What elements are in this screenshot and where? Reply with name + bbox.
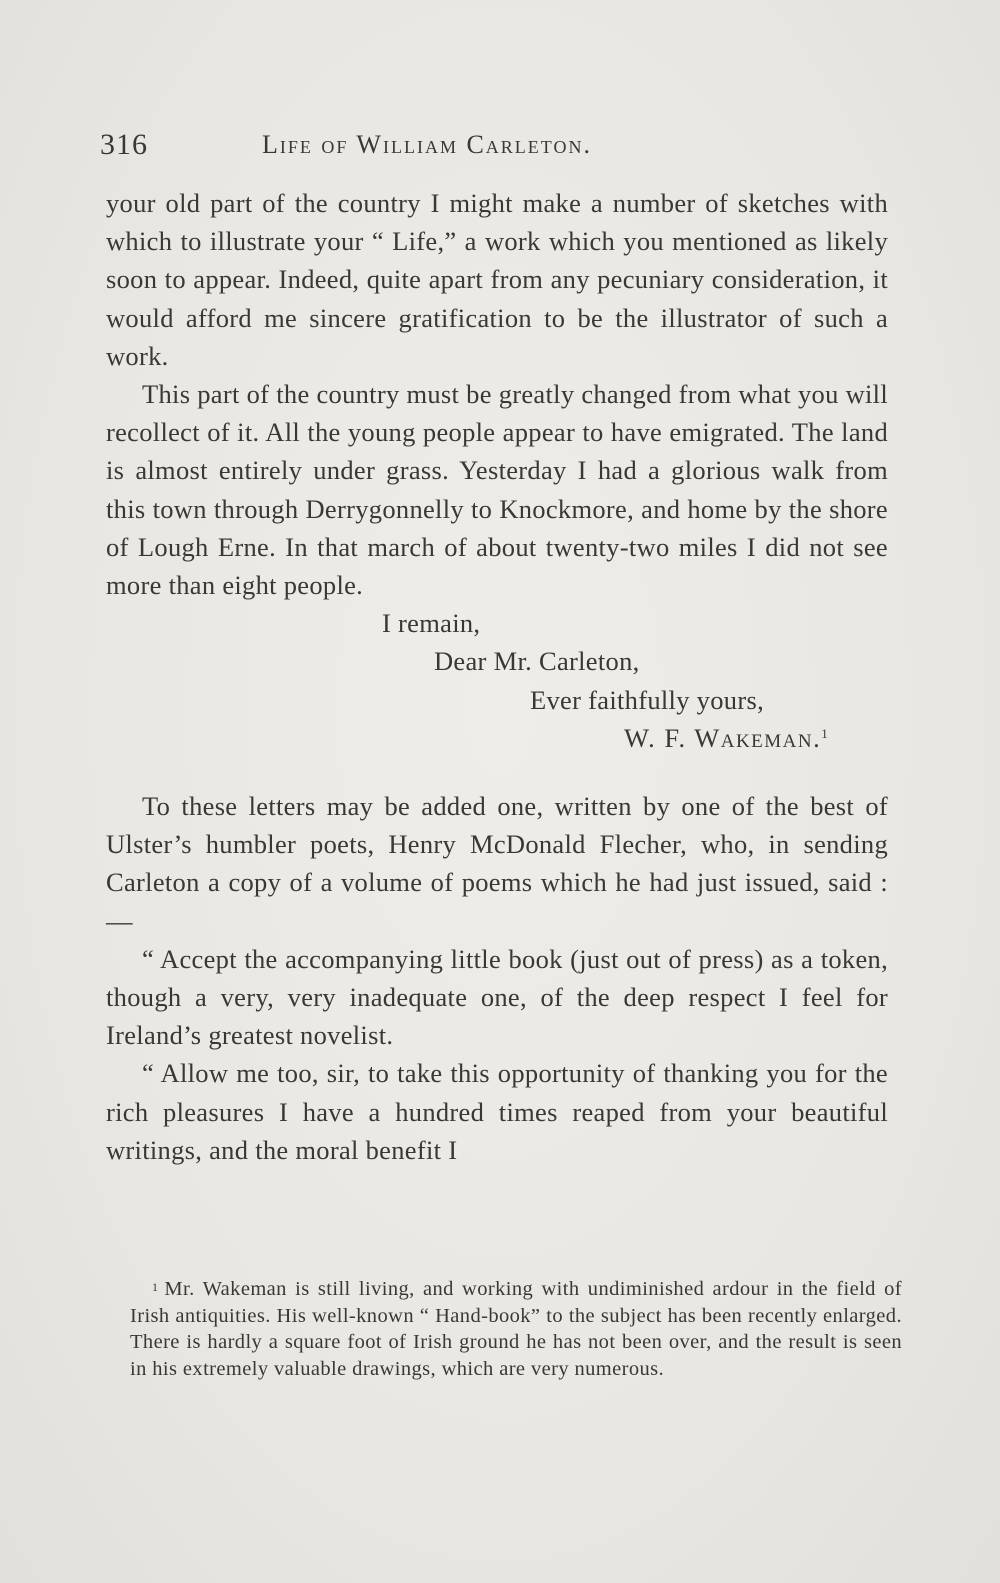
closing-valediction: Ever faithfully yours, <box>530 684 764 715</box>
signature: W. F. Wakeman. <box>624 722 822 753</box>
paragraph-accept: “ Accept the accompanying little book (just out of press) as a token, though a very, very inadequate one, of the deep respect I feel for Ireland’s greatest novelist. <box>106 943 888 1051</box>
letter-closing <box>106 604 888 757</box>
running-head <box>100 128 900 168</box>
paragraph-allow: “ Allow me too, sir, to take this opportunity of thanking you for the rich pleasures I have a hundred times reaped from your beautiful writings, and the moral benefit I <box>106 1058 888 1165</box>
closing-signature-line <box>106 719 888 757</box>
section-gap <box>106 757 888 787</box>
footnote-text: Mr. Wakeman is still living, and working with undiminished ardour in the field of Irish antiquities. His well-known “ Hand-book” to the subject has been recently enlarged. There is hardly a square foot of Irish ground he has not been over, and the result is seen in his extremely valuable drawings, which are very numerous. <box>130 1278 902 1380</box>
closing-remain: I remain, <box>382 608 481 639</box>
footnote-marker: 1 <box>152 1280 159 1294</box>
main-text <box>106 184 888 1169</box>
paragraph-continued: your old part of the country I might make a number of sketches with which to illustrate your “ Life,” a work which you mentioned as likely soon to appear. Indeed, quite apart from any pecuniary consideration, it would afford me sincere gratification to be the illustrator of such a work. <box>106 188 888 371</box>
paragraph-flecher-intro: To these letters may be added one, written by one of the best of Ulster’s humbler poets, Henry McDonald Flecher, who, in sending Carleton a copy of a volume of poems which he had just issued, said :— <box>106 791 888 936</box>
paragraph-country-changed: This part of the country must be greatly changed from what you will recollect of it. All the young people appear to have emigrated. The land is almost entirely under grass. Yesterday I had a glorious walk from this town through Derrygonnelly to Knockmore, and home by the shore of Lough Erne. In that march of about twenty-two miles I did not see more than eight people. <box>106 379 888 601</box>
page-number: 316 <box>100 128 148 161</box>
footnote-reference: 1 <box>821 725 829 741</box>
footnote <box>130 1276 902 1382</box>
closing-salutation: Dear Mr. Carleton, <box>434 646 640 677</box>
running-title: Life of William Carleton. <box>262 130 592 159</box>
